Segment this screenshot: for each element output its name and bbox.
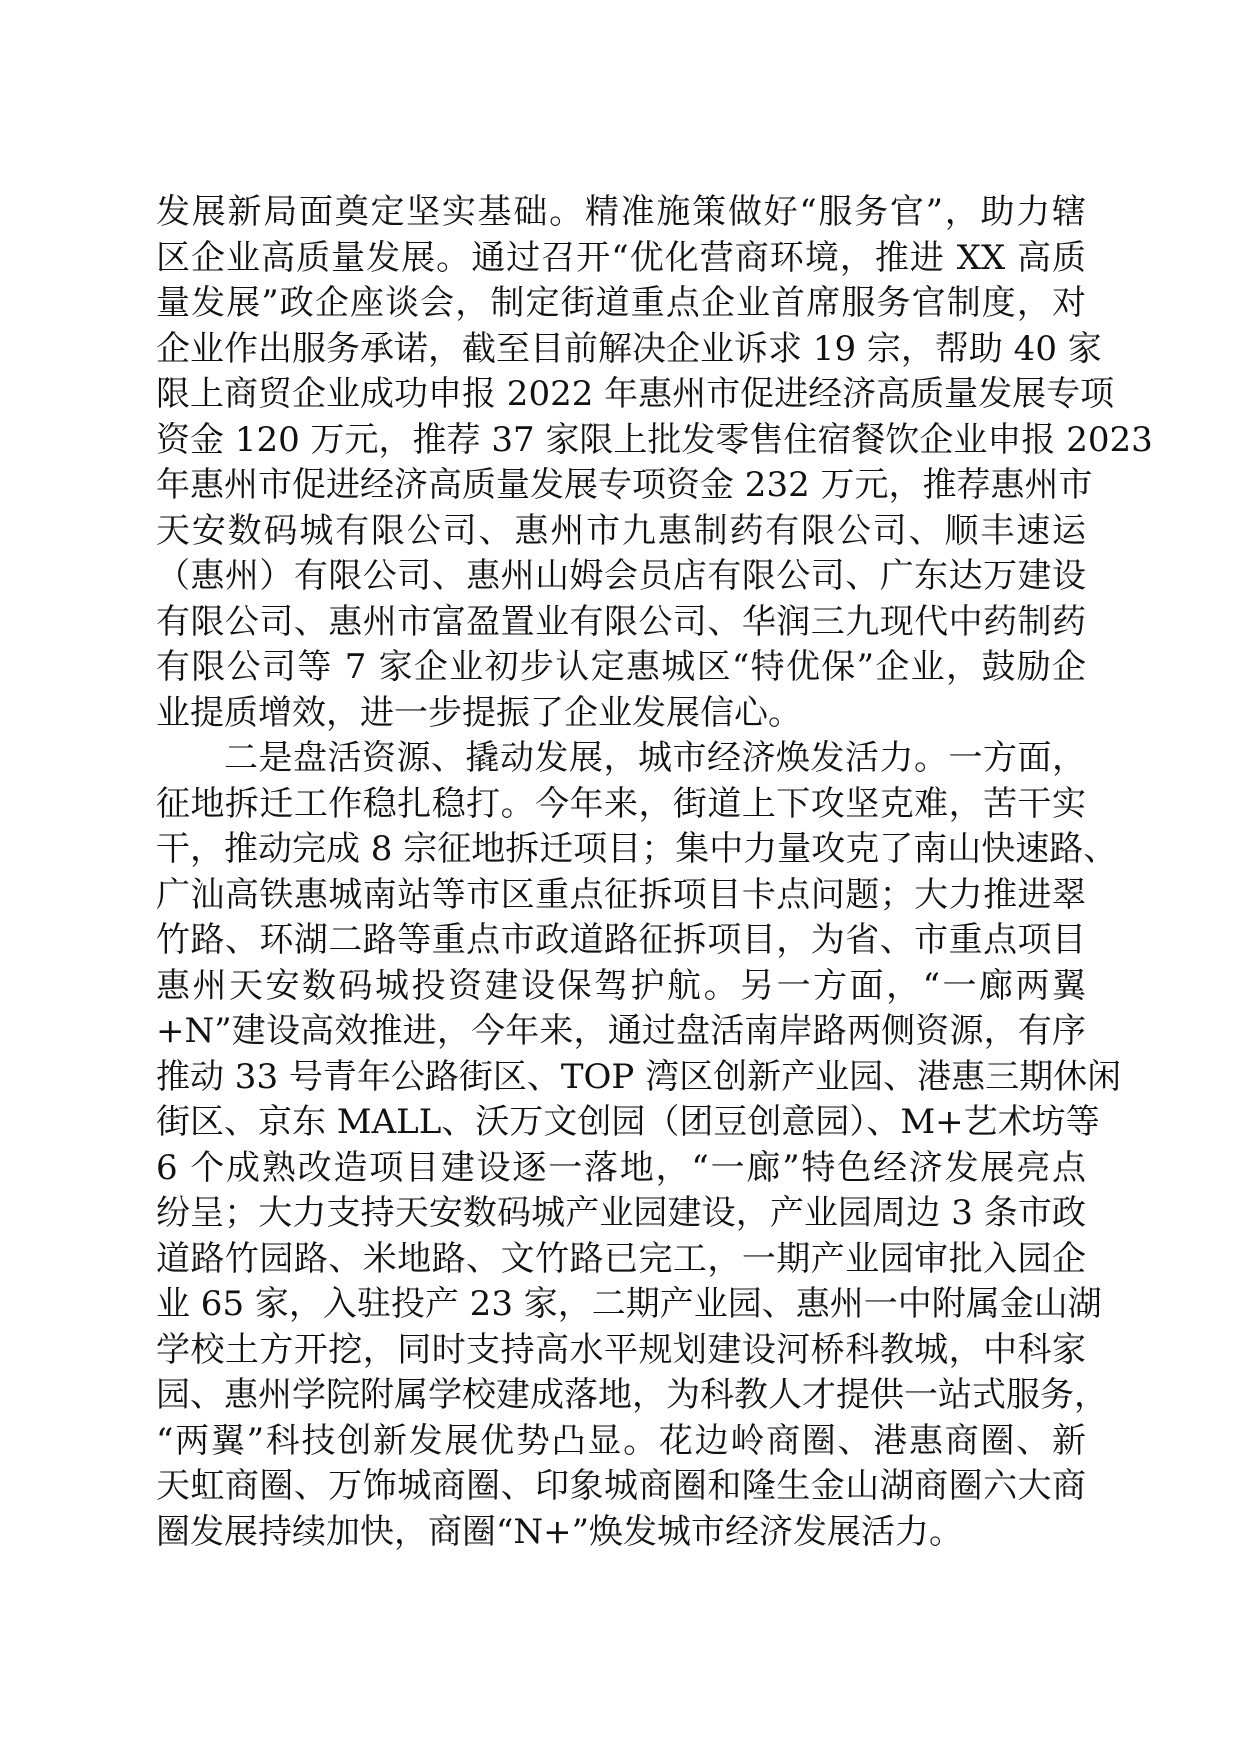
body-text	[156, 190, 1153, 1555]
text-line: 广汕高铁惠城南站等市区重点征拆项目卡点问题；大力推进翠	[156, 874, 1086, 915]
text-line: 限上商贸企业成功申报 2022 年惠州市促进经济高质量发展专项	[156, 374, 1115, 414]
text-line: 圈发展持续加快，商圈“N+”焕发城市经济发展活力。	[156, 1511, 964, 1552]
text-line: 征地拆迁工作稳扎稳打。今年来，街道上下攻坚克难，苦干实	[156, 783, 1086, 824]
text-line: 发展新局面奠定坚实基础。精准施策做好“服务官”，助力辖	[156, 192, 1086, 232]
text-line: 量发展”政企座谈会，制定街道重点企业首席服务官制度，对	[156, 283, 1086, 323]
text-line: 业 65 家，入驻投产 23 家，二期产业园、惠州一中附属金山湖	[156, 1284, 1102, 1324]
text-line: 6 个成熟改造项目建设逐一落地，“一廊”特色经济发展亮点	[156, 1147, 1086, 1188]
text-line: 街区、京东 MALL、沃万文创园（团豆创意园）、M+艺术坊等	[156, 1102, 1100, 1142]
text-line: 园、惠州学院附属学校建成落地，为科教人才提供一站式服务，	[156, 1375, 1108, 1415]
text-line: “两翼”科技创新发展优势凸显。花边岭商圈、港惠商圈、新	[156, 1420, 1086, 1461]
text-line: 天虹商圈、万饰城商圈、印象城商圈和隆生金山湖商圈六大商	[156, 1466, 1086, 1506]
text-line: 天安数码城有限公司、惠州市九惠制药有限公司、顺丰速运	[156, 510, 1086, 551]
text-line: 竹路、环湖二路等重点市政道路征拆项目，为省、市重点项目	[156, 920, 1086, 960]
text-line: 资金 120 万元，推荐 37 家限上批发零售住宿餐饮企业申报 2023	[156, 419, 1153, 460]
text-line: 干，推动完成 8 宗征地拆迁项目；集中力量攻克了南山快速路、	[156, 829, 1118, 869]
text-line: 有限公司、惠州市富盈置业有限公司、华润三九现代中药制药	[156, 601, 1086, 642]
text-line: 纷呈；大力支持天安数码城产业园建设，产业园周边 3 条市政	[156, 1193, 1086, 1233]
text-line: 区企业高质量发展。通过召开“优化营商环境，推进 XX 高质	[156, 237, 1086, 278]
text-line: （惠州）有限公司、惠州山姆会员店有限公司、广东达万建设	[156, 556, 1086, 596]
paragraph-start-line: 二是盘活资源、撬动发展，城市经济焕发活力。一方面，	[224, 738, 1086, 778]
text-line: 惠州天安数码城投资建设保驾护航。另一方面，“一廊两翼	[156, 965, 1086, 1006]
text-line: 推动 33 号青年公路街区、TOP 湾区创新产业园、港惠三期休闲	[156, 1056, 1122, 1097]
text-line: 业提质增效，进一步提振了企业发展信心。	[156, 692, 802, 733]
text-line: 道路竹园路、米地路、文竹路已完工，一期产业园审批入园企	[156, 1238, 1086, 1279]
text-line: 有限公司等 7 家企业初步认定惠城区“特优保”企业，鼓励企	[156, 647, 1086, 687]
text-line: 学校土方开挖，同时支持高水平规划建设河桥科教城，中科家	[156, 1329, 1086, 1370]
text-line: +N”建设高效推进，今年来，通过盘活南岸路两侧资源，有序	[156, 1011, 1086, 1051]
text-line: 企业作出服务承诺，截至目前解决企业诉求 19 宗，帮助 40 家	[156, 328, 1102, 369]
text-line: 年惠州市促进经济高质量发展专项资金 232 万元，推荐惠州市	[156, 465, 1093, 505]
